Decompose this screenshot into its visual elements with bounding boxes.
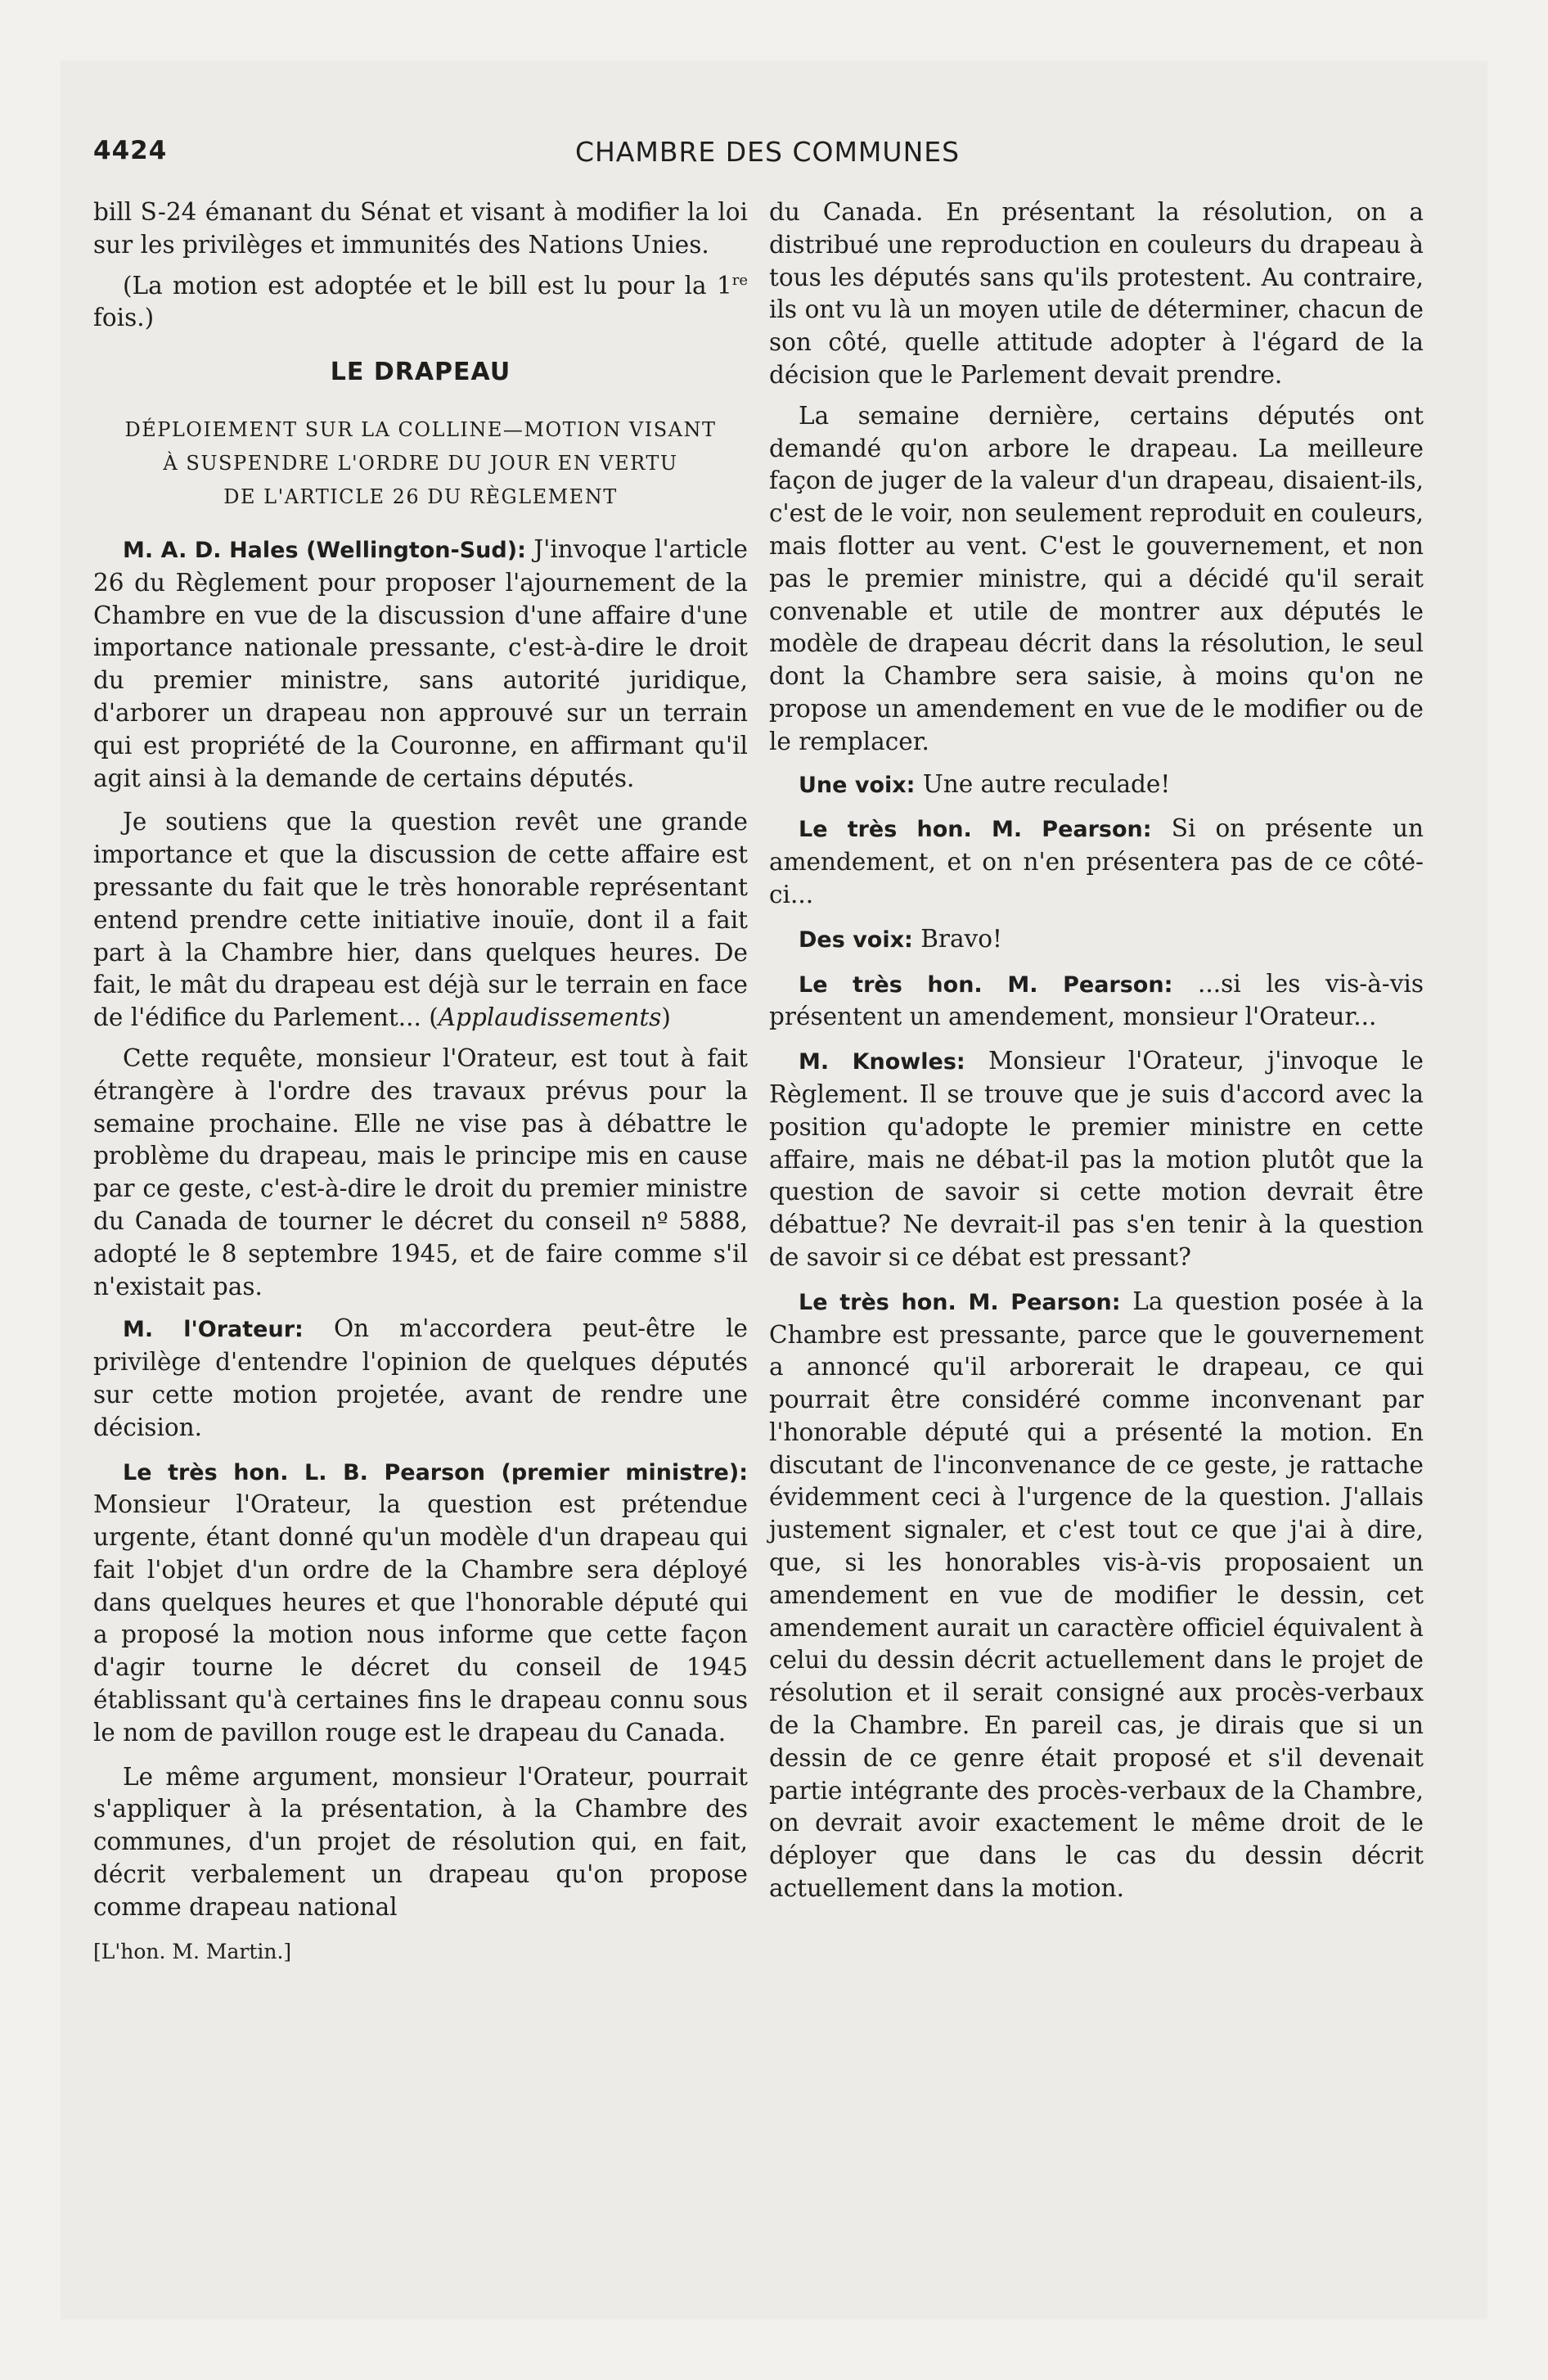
speech-pearson: Le très hon. M. Pearson: La question posée à la Chambre est pressante, parce que le gouvernement a annoncé qu'il arborerait le drapeau, ce qui pourrait être considéré comme inconvenant par l'honorable député qui a présenté la motion. En discutant de l'inconvenance de ce geste, je rattache évidemment ceci à l'urgence de la question. J'allais justement signaler, et c'est tout ce que j'ai à dire, que, si les honorables vis-à-vis proposaient un amendement en vue de modifier le dessin, cet amendement aurait un caractère officiel équivalent à celui du dessin décrit actuellement dans le projet de résolution et il serait consigné aux procès-verbaux de la Chambre. En pareil cas, je dirais que si un dessin de ce genre était proposé et s'il devenait partie intégrante des procès-verbaux de la Chambre, on devrait avoir exactement le même droit de le déployer que dans le cas du dessin décrit actuellement dans la motion. — [769, 1287, 1424, 1903]
paragraph: Je soutiens que la question revêt une grande importance et que la discussion de cette affaire est pressante du fait que le très honorable représentant entend prendre cette initiative inouïe, dont il a fait part à la Chambre hier, dans quelques heures. De fait, le mât du drapeau est déjà sur le terrain en face de l'édifice du Parlement... (Applaudissements) — [93, 808, 748, 1032]
speaker-name: Le très hon. L. B. Pearson (premier ministre): — [123, 1459, 748, 1485]
section-subtitle: DÉPLOIEMENT SUR LA COLLINE—MOTION VISANT À SUSPENDRE L'ORDRE DU JOUR EN VERTU DE L'ARTICLE 26 DU RÈGLEMENT — [124, 417, 717, 508]
speaker-name: Le très hon. M. Pearson: — [799, 1289, 1121, 1315]
page-header — [93, 136, 1442, 177]
speaker-name: Le très hon. M. Pearson: — [799, 971, 1173, 998]
continued-paragraph: du Canada. En présentant la résolution, on a distribué une reproduction en couleurs du drapeau à tous les députés sans qu'ils protestent. Au contraire, ils ont vu là un moyen utile de déterminer, chacun de son côté, quelle attitude adopter à l'égard de la décision que le Parlement devait prendre. — [769, 198, 1424, 389]
speaker-name: Le très hon. M. Pearson: — [799, 817, 1152, 843]
page-number: 4424 — [93, 136, 168, 165]
paragraph: Cette requête, monsieur l'Orateur, est tout à fait étrangère à l'ordre des travaux prévus pour la semaine prochaine. Elle ne vise pas à débattre le problème du drapeau, mais le principe mis en cause par ce geste, c'est-à-dire le droit du premier ministre du Canada de tourner le décret du conseil nº 5888, adopté le 8 septembre 1945, et de faire comme s'il n'existait pas. — [93, 1044, 748, 1300]
speech-orateur: M. l'Orateur: On m'accordera peut-être le privilège d'entendre l'opinion de quelques députés sur cette motion projetée, avant de rendre une décision. — [93, 1314, 748, 1441]
speech-pearson: Le très hon. M. Pearson: ...si les vis-à-vis présentent un amendement, monsieur l'Orateur... — [769, 969, 1424, 1031]
speaker-name: M. l'Orateur: — [123, 1317, 304, 1343]
paragraph: La semaine dernière, certains députés ont demandé qu'on arbore le drapeau. La meilleure façon de juger de la valeur d'un drapeau, disaient-ils, c'est de le voir, non seulement reproduit en couleurs, mais flotter au vent. C'est le gouvernement, et non pas le premier ministre, qui a décidé qu'il serait convenable et utile de montrer aux députés le modèle de drapeau décrit dans la résolution, le seul dont la Chambre sera saisie, à moins qu'on ne propose un amendement en vue de le modifier ou de le remplacer. — [769, 401, 1424, 755]
running-title: CHAMBRE DES COMMUNES — [574, 136, 961, 168]
ordinal-superscript: re — [731, 271, 748, 289]
speech-pearson: Le très hon. M. Pearson: Si on présente un amendement, et on n'en présentera pas de ce côté-ci... — [769, 814, 1424, 908]
section-title: LE DRAPEAU — [330, 358, 511, 387]
speaker-name: M. Knowles: — [799, 1049, 965, 1075]
speech-voix: Des voix: Bravo! — [799, 924, 1002, 953]
left-column — [93, 196, 748, 1976]
speaker-name: M. A. D. Hales (Wellington-Sud): — [123, 537, 526, 563]
speaker-name: Une voix: — [799, 772, 916, 798]
intro-paragraph: bill S-24 émanant du Sénat et visant à modifier la loi sur les privilèges et immunités des Nations Unies. — [93, 198, 748, 259]
speech-hales: M. A. D. Hales (Wellington-Sud): J'invoque l'article 26 du Règlement pour proposer l'ajournement de la Chambre en vue de la discussion d'une affaire d'une importance nationale pressante, c'est-à-dire le droit du premier ministre, sans autorité juridique, d'arborer un drapeau non approuvé sur un terrain qui est propriété de la Couronne, en affirmant qu'il agit ainsi à la demande de certains députés. — [93, 534, 748, 792]
paragraph: Le même argument, monsieur l'Orateur, pourrait s'appliquer à la présentation, à la Chambre des communes, d'un projet de résolution qui, en fait, décrit verbalement un drapeau qu'on propose comme drapeau national — [93, 1762, 748, 1921]
speech-pearson: Le très hon. L. B. Pearson (premier ministre): Monsieur l'Orateur, la question est prétendue urgente, étant donné qu'un modèle d'un drapeau qui fait l'objet d'un ordre de la Chambre sera déployé dans quelques heures et que l'honorable député qui a proposé la motion nous informe que cette façon d'agir tourne le décret du conseil de 1945 établissant qu'à certaines fins le drapeau connu sous le nom de pavillon rouge est le drapeau du Canada. — [93, 1459, 748, 1747]
speaker-name: Des voix: — [799, 926, 913, 953]
motion-paragraph: (La motion est adoptée et le bill est lu pour la 1re fois.) — [93, 271, 748, 332]
footer-credit: [L'hon. M. Martin.] — [93, 1939, 292, 1963]
speech-knowles: M. Knowles: Monsieur l'Orateur, j'invoque le Règlement. Il se trouve que je suis d'accord avec la position qu'adopte le premier ministre en cette affaire, mais ne débat-il pas la motion plutôt que la question de savoir si cette motion devrait être débattue? Ne devrait-il pas s'en tenir à la question de savoir si ce débat est pressant? — [769, 1047, 1424, 1271]
right-column — [769, 196, 1424, 1917]
speech-voix: Une voix: Une autre reculade! — [799, 769, 1171, 798]
